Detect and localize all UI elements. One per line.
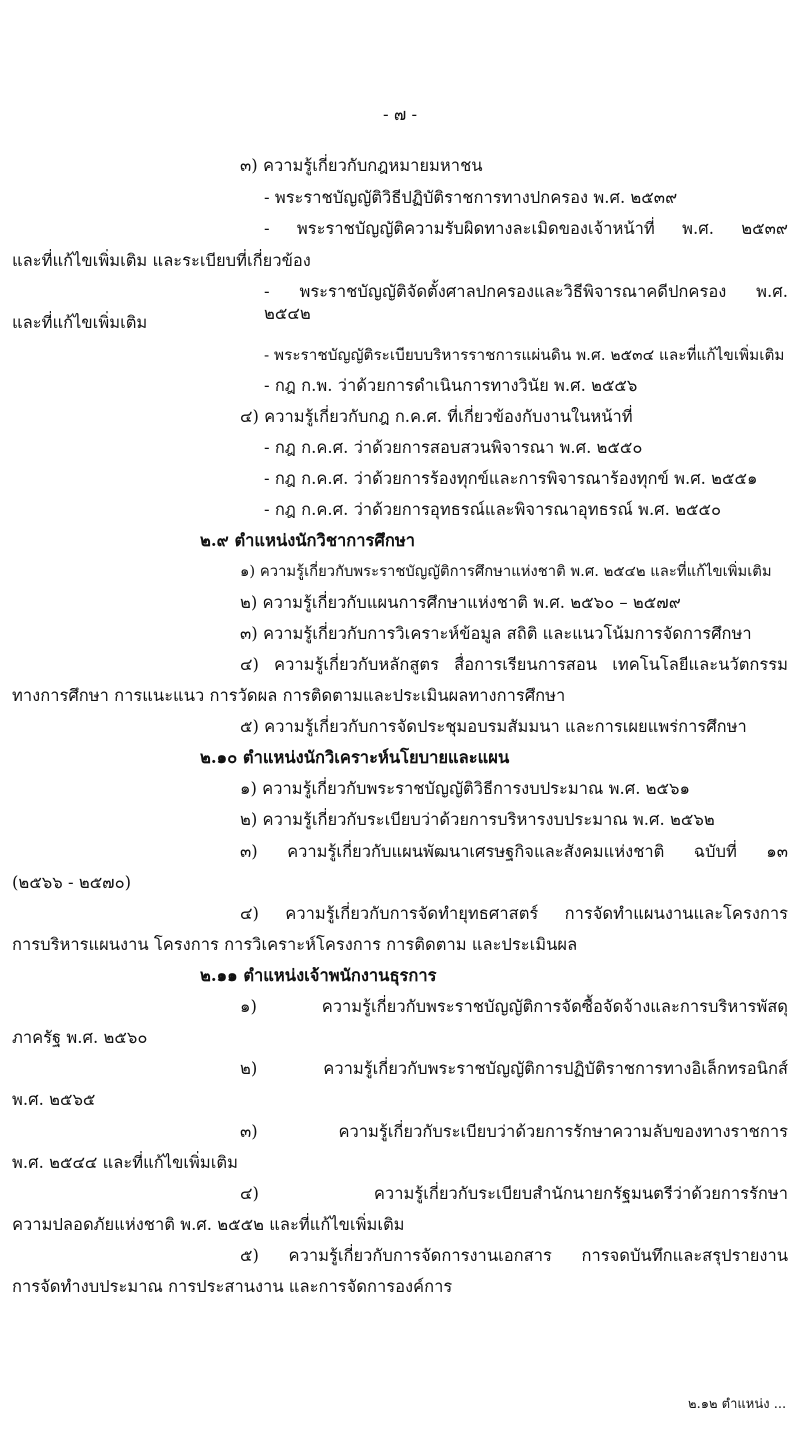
continuation-line: ทางการศึกษา การแนะแนว การวัดผล การติดตามและประเมินผลทางการศึกษา [12, 686, 566, 705]
continuation-line: และที่แก้ไขเพิ่มเติม [12, 313, 148, 332]
continuation-line: ความปลอดภัยแห่งชาติ พ.ศ. ๒๕๕๒ และที่แก้ไขเพิ่มเติม [12, 1215, 405, 1234]
list-item: - พระราชบัญญัติจัดตั้งศาลปกครองและวิธีพิจารณาคดีปกครอง พ.ศ. ๒๕๔๒ [264, 282, 788, 323]
continuation-line: (๒๕๖๖ - ๒๕๗๐) [12, 873, 132, 892]
list-item: - กฎ ก.ค.ศ. ว่าด้วยการร้องทุกข์และการพิจารณาร้องทุกข์ พ.ศ. ๒๕๕๑ [264, 469, 758, 488]
page-number: - ๗ - [383, 105, 418, 124]
list-item: - พระราชบัญญัติระเบียบบริหารราชการแผ่นดิน พ.ศ. ๒๕๓๔ และที่แก้ไขเพิ่มเติม [264, 346, 785, 364]
continuation-line: การบริหารแผนงาน โครงการ การวิเคราะห์โครงการ การติดตาม และประเมินผล [12, 935, 578, 954]
list-item: ๔) ความรู้เกี่ยวกับการจัดทำยุทธศาสตร์ การจัดทำแผนงานและโครงการ [240, 904, 788, 923]
list-item: ๔) ความรู้เกี่ยวกับหลักสูตร สื่อการเรียนการสอน เทคโนโลยีและนวัตกรรม [240, 655, 788, 674]
list-item: ๓) ความรู้เกี่ยวกับระเบียบว่าด้วยการรักษาความลับของทางราชการ [240, 1122, 788, 1141]
list-item: ๔) ความรู้เกี่ยวกับกฎ ก.ค.ศ. ที่เกี่ยวข้องกับงานในหน้าที่ [240, 407, 633, 426]
list-item: ๑) ความรู้เกี่ยวกับพระราชบัญญัติวิธีการงบประมาณ พ.ศ. ๒๕๖๑ [240, 779, 690, 798]
section-heading: ๒.๙ ตำแหน่งนักวิชาการศึกษา [200, 531, 415, 550]
list-item: ๒) ความรู้เกี่ยวกับแผนการศึกษาแห่งชาติ พ.ศ. ๒๕๖๐ – ๒๕๗๙ [240, 593, 681, 612]
list-item: - กฎ ก.พ. ว่าด้วยการดำเนินการทางวินัย พ.ศ. ๒๕๕๖ [264, 376, 638, 395]
list-item: ๑) ความรู้เกี่ยวกับพระราชบัญญัติการศึกษาแห่งชาติ พ.ศ. ๒๕๔๒ และที่แก้ไขเพิ่มเติม [240, 563, 772, 580]
list-item: - พระราชบัญญัติความรับผิดทางละเมิดของเจ้าหน้าที่ พ.ศ. ๒๕๓๙ [264, 219, 788, 238]
list-item: ๒) ความรู้เกี่ยวกับพระราชบัญญัติการปฏิบัติราชการทางอิเล็กทรอนิกส์ [240, 1059, 788, 1078]
list-item: ๕) ความรู้เกี่ยวกับการจัดประชุมอบรมสัมมนา และการเผยแพร่การศึกษา [240, 717, 747, 736]
list-item: - พระราชบัญญัติวิธีปฏิบัติราชการทางปกครอง พ.ศ. ๒๕๓๙ [264, 188, 678, 207]
list-item: ๔) ความรู้เกี่ยวกับระเบียบสำนักนายกรัฐมนตรีว่าด้วยการรักษา [240, 1184, 788, 1203]
list-item: ๓) ความรู้เกี่ยวกับการวิเคราะห์ข้อมูล สถิติ และแนวโน้มการจัดการศึกษา [240, 624, 752, 643]
list-item: - กฎ ก.ค.ศ. ว่าด้วยการอุทธรณ์และพิจารณาอุทธรณ์ พ.ศ. ๒๕๕๐ [264, 500, 722, 519]
continuation-line: พ.ศ. ๒๕๖๕ [12, 1090, 96, 1109]
list-item: - กฎ ก.ค.ศ. ว่าด้วยการสอบสวนพิจารณา พ.ศ. ๒๕๕๐ [264, 438, 643, 457]
continuation-line: และที่แก้ไขเพิ่มเติม และระเบียบที่เกี่ยวข้อง [12, 251, 311, 270]
list-item: ๒) ความรู้เกี่ยวกับระเบียบว่าด้วยการบริหารงบประมาณ พ.ศ. ๒๕๖๒ [240, 810, 715, 829]
list-item: ๑) ความรู้เกี่ยวกับพระราชบัญญัติการจัดซื้อจัดจ้างและการบริหารพัสดุ [240, 997, 788, 1016]
list-item: ๓) ความรู้เกี่ยวกับกฎหมายมหาชน [240, 156, 483, 175]
continuation-line: ภาครัฐ พ.ศ. ๒๕๖๐ [12, 1028, 148, 1047]
footer-continuation: ๒.๑๒ ตำแหน่ง ... [688, 1397, 787, 1412]
list-item: ๓) ความรู้เกี่ยวกับแผนพัฒนาเศรษฐกิจและสังคมแห่งชาติ ฉบับที่ ๑๓ [240, 842, 788, 861]
section-heading: ๒.๑๐ ตำแหน่งนักวิเคราะห์นโยบายและแผน [200, 748, 510, 767]
continuation-line: การจัดทำงบประมาณ การประสานงาน และการจัดการองค์การ [12, 1277, 453, 1296]
continuation-line: พ.ศ. ๒๕๔๔ และที่แก้ไขเพิ่มเติม [12, 1153, 238, 1172]
section-heading: ๒.๑๑ ตำแหน่งเจ้าพนักงานธุรการ [200, 966, 437, 985]
list-item: ๕) ความรู้เกี่ยวกับการจัดการงานเอกสาร การจดบันทึกและสรุปรายงาน [240, 1246, 788, 1265]
